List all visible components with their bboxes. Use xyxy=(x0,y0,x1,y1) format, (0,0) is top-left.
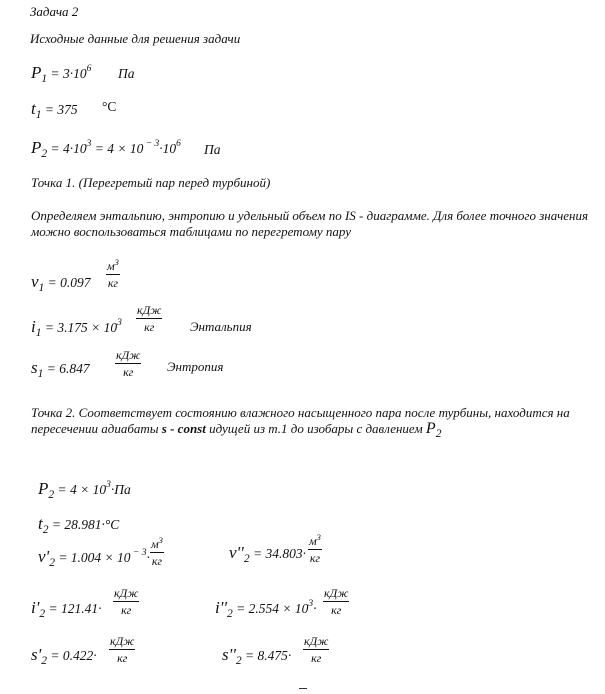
value-tail: ·Па xyxy=(110,482,131,497)
unit-denominator: кг xyxy=(107,276,119,290)
unit-numerator: $м^3$ xyxy=(309,532,321,548)
value: = 0.097 xyxy=(44,275,91,290)
formula-t1 xyxy=(31,99,78,121)
unit-p1: Па xyxy=(118,66,135,81)
value: = 3·10 xyxy=(47,66,87,81)
value: = 3.175 × 10 xyxy=(41,320,118,335)
unit-numerator: кДж xyxy=(110,634,135,648)
unit-denominator: кг xyxy=(151,554,163,568)
unit-denominator: кг xyxy=(123,365,134,379)
unit-fraction-v2-vapor xyxy=(308,531,322,565)
formula-p1 xyxy=(31,63,91,85)
exponent: 3 xyxy=(106,480,111,490)
subscript: 2 xyxy=(243,553,250,565)
subscript: 1 xyxy=(37,368,44,380)
value: = 8.475· xyxy=(241,648,292,663)
subscript: 1 xyxy=(38,282,45,294)
unit-denominator: кг xyxy=(331,603,342,617)
unit-fraction-v2-liquid xyxy=(150,534,164,568)
subscript: 1 xyxy=(35,327,42,339)
point1-text: Определяем энтальпию, энтропию и удельный объем по IS - диаграмме. Для более точного значения можно воспользоваться таблицами по перегретому пару xyxy=(31,208,589,239)
value: = 4 × 10 xyxy=(54,482,107,497)
symbol: t xyxy=(31,99,36,118)
exponent: 3 xyxy=(117,318,122,328)
unit-fraction-v1 xyxy=(106,256,120,290)
symbol: P xyxy=(38,479,49,498)
unit-denominator: кг xyxy=(311,651,322,665)
unit-p2: Па xyxy=(204,142,221,157)
exponent: − 3 xyxy=(130,548,147,558)
formula-v2-liquid xyxy=(38,547,150,569)
unit-denominator: кг xyxy=(121,603,132,617)
formula-v1 xyxy=(31,272,91,294)
point1-heading: Точка 1. (Перегретый пар перед турбиной) xyxy=(31,175,271,190)
value: = 0.422· xyxy=(47,648,97,663)
formula-i1 xyxy=(31,317,122,339)
cutoff-mark xyxy=(299,688,307,689)
subscript: 1 xyxy=(35,109,42,121)
subscript: 2 xyxy=(48,489,55,501)
subscript: 2 xyxy=(41,655,48,667)
subscript: 2 xyxy=(42,524,49,536)
exponent: 3 xyxy=(86,139,92,149)
point2-text xyxy=(31,405,591,442)
label-entropy: Энтропия xyxy=(167,359,224,374)
subscript: 2 xyxy=(41,148,48,160)
text-part: Точка 2. Соответствует состоянию влажного насыщенного пара после турбины, находится на пересечении адиабаты xyxy=(31,405,570,436)
symbol: i xyxy=(31,317,36,336)
unit-numerator: кДж xyxy=(114,586,139,600)
unit-denominator: кг xyxy=(144,320,155,334)
subscript: 2 xyxy=(435,428,442,440)
formula-s1 xyxy=(31,358,90,380)
exponent: 3 xyxy=(308,599,314,609)
unit-numerator: $м^3$ xyxy=(151,535,163,551)
exponent: 6 xyxy=(176,139,181,149)
unit-numerator: $м^3$ xyxy=(107,257,119,273)
formula-v2-vapor xyxy=(229,543,306,565)
formula-s2-liquid xyxy=(31,645,97,667)
unit-fraction-s2-liquid xyxy=(109,635,135,665)
subscript: 2 xyxy=(39,608,46,620)
symbol: v' xyxy=(38,547,50,566)
symbol: s' xyxy=(31,645,42,664)
formula-i2-vapor xyxy=(215,598,316,620)
value: ·10 xyxy=(159,141,177,156)
formula-i2-liquid xyxy=(31,598,101,620)
value: = 121.41· xyxy=(45,601,102,616)
value: = 375 xyxy=(41,102,78,117)
unit-fraction-i2-liquid xyxy=(113,587,139,617)
value: = 1.004 × 10 xyxy=(54,550,131,565)
unit-numerator: кДж xyxy=(324,586,349,600)
subscript: 1 xyxy=(41,73,48,85)
subscript: 2 xyxy=(227,608,233,620)
symbol: v'' xyxy=(229,543,244,562)
intro-text: Исходные данные для решения задачи xyxy=(30,31,241,46)
unit-fraction-i1 xyxy=(136,304,162,334)
symbol: i' xyxy=(31,598,40,617)
symbol: v xyxy=(31,272,39,291)
symbol: s'' xyxy=(222,645,236,664)
exponent: 6 xyxy=(86,64,92,74)
value: = 34.803· xyxy=(249,546,306,561)
value: = 28.981·°C xyxy=(48,517,120,532)
symbol: P xyxy=(31,63,42,82)
formula-s2-vapor xyxy=(222,645,291,667)
unit-fraction-s1 xyxy=(115,349,141,379)
unit-fraction-s2-vapor xyxy=(303,635,329,665)
value: = 2.554 × 10 xyxy=(232,601,309,616)
task-title: Задача 2 xyxy=(30,4,79,19)
subscript: 2 xyxy=(235,655,242,667)
formula-t2 xyxy=(38,514,119,536)
symbol: s xyxy=(31,358,38,377)
symbol: P xyxy=(31,138,42,157)
exponent: − 3 xyxy=(143,139,160,149)
unit-numerator: кДж xyxy=(137,303,162,317)
unit-denominator: кг xyxy=(309,551,321,565)
subscript: 2 xyxy=(49,557,55,569)
multiply-dot: · xyxy=(313,601,317,616)
formula-p2 xyxy=(31,138,181,160)
formula-p2-point2 xyxy=(38,479,131,501)
symbol: i'' xyxy=(215,598,227,617)
value: = 6.847 xyxy=(43,361,90,376)
text-emphasis: s - const xyxy=(161,421,206,436)
unit-denominator: кг xyxy=(117,651,128,665)
unit-t1: °C xyxy=(102,99,117,114)
value: = 4·10 xyxy=(47,141,87,156)
unit-fraction-i2-vapor xyxy=(323,587,349,617)
unit-numerator: кДж xyxy=(116,348,141,362)
label-enthalpy: Энтальпия xyxy=(190,319,252,334)
value: = 4 × 10 xyxy=(91,141,144,156)
unit-numerator: кДж xyxy=(304,634,329,648)
multiply-dot: · xyxy=(146,550,150,565)
symbol: P xyxy=(425,420,436,437)
symbol: t xyxy=(38,514,43,533)
text-part: идущей из т.1 до изобары с давлением xyxy=(205,421,426,436)
